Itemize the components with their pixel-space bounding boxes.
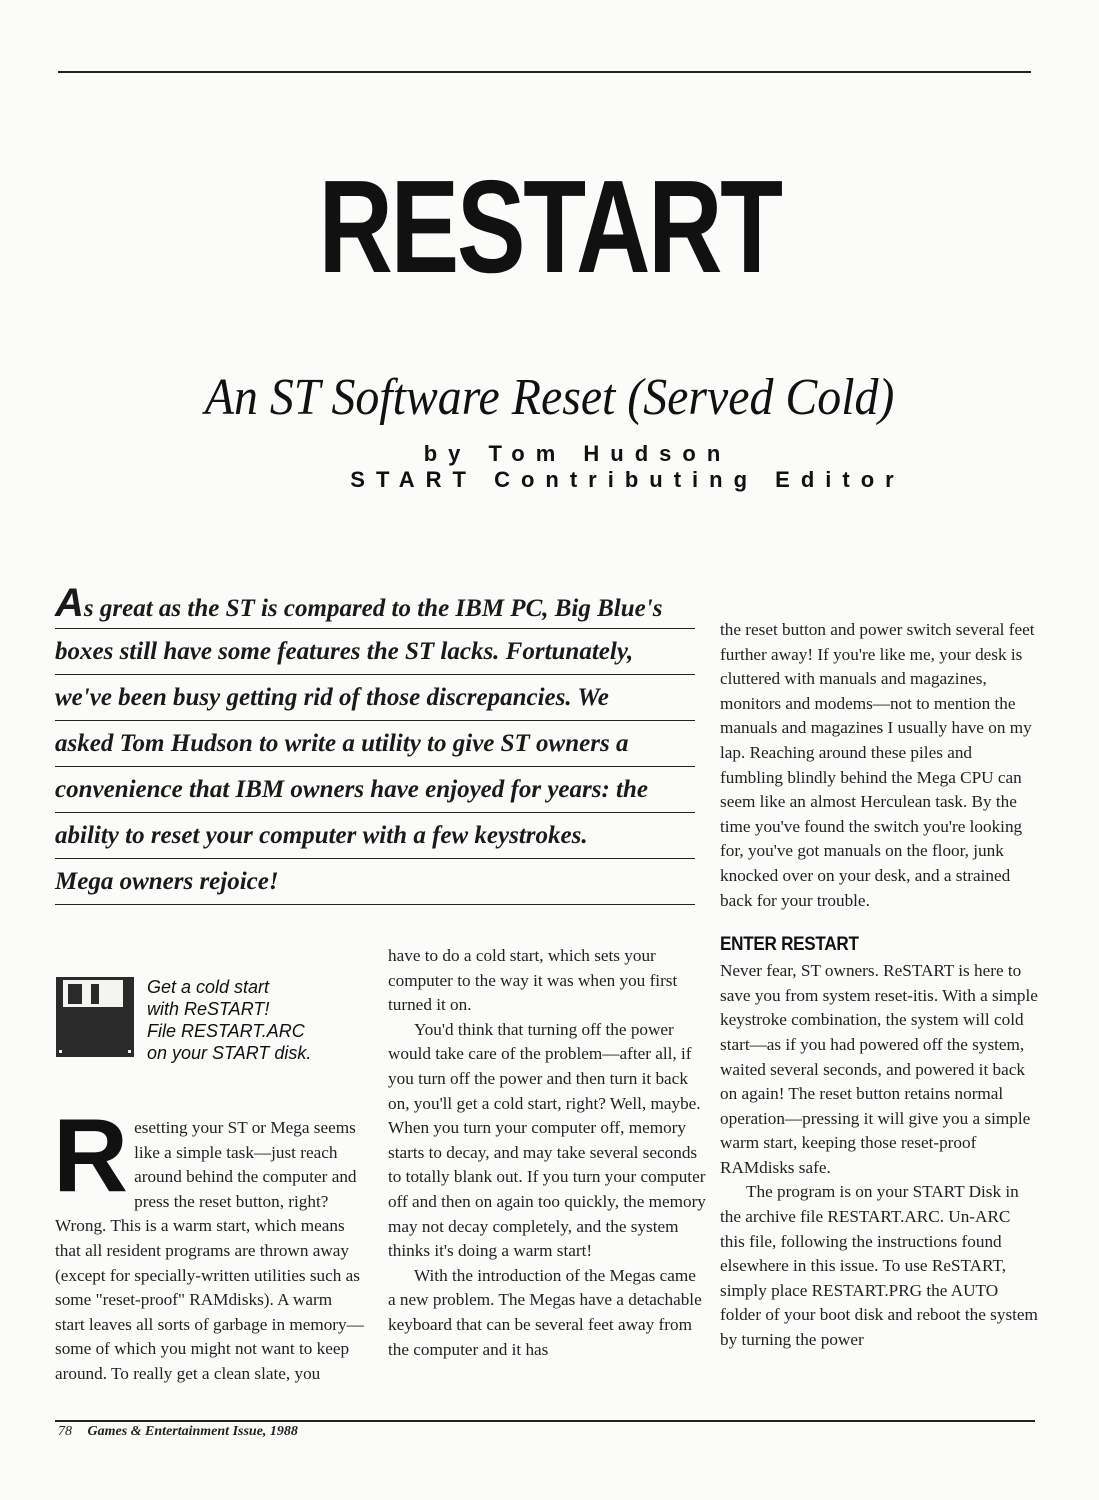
column-1 [53, 1098, 365, 1387]
column-2-paragraph: have to do a cold start, which sets your computer to the way it was when you first turned it on. [388, 946, 678, 1015]
disk-note-text [147, 976, 347, 1064]
column-3-paragraph: The program is on your START Disk in the archive file RESTART.ARC. Un-ARC this file, following the instructions found elsewhere in this issue. To use ReSTART, simply place RESTART.PRG the AUTO folder of your boot disk and reboot the system by turning the power [720, 1182, 1038, 1350]
intro-line: ability to reset your computer with a few keystrokes. [55, 813, 695, 859]
page-footer [58, 1423, 298, 1441]
intro-line: convenience that IBM owners have enjoyed for years: the [55, 767, 695, 813]
intro-line-text: s great as the ST is compared to the IBM PC, Big Blue's [83, 595, 663, 622]
top-rule [58, 71, 1031, 73]
footer-rule [55, 1420, 1035, 1422]
column-2 [388, 944, 706, 1362]
drop-cap: R [53, 1098, 129, 1214]
article-title: RESTART [318, 153, 781, 300]
column-3 [720, 618, 1038, 1353]
disk-note-line: Get a cold start [147, 977, 270, 997]
floppy-disk-icon [55, 976, 135, 1058]
disk-note-line: with ReSTART! [147, 999, 270, 1019]
column-3-paragraph: the reset button and power switch several feet further away! If you're like me, your desk is cluttered with manuals and magazines, monitors and modems—not to mention the manuals and magazines I usually have on my lap. Reaching around these piles and fumbling blindly behind the Mega CPU can seem like an almost Herculean task. By the time you've found the switch you're looking for, you've got manuals on the floor, junk knocked over on your desk, and a strained back for your trouble. [720, 620, 1035, 910]
section-heading: ENTER RESTART [720, 934, 859, 956]
disk-note-line: on your START disk. [147, 1043, 312, 1063]
column-2-paragraph: With the introduction of the Megas came a new problem. The Megas have a detachable keyboard that can be several feet away from the computer and it has [388, 1265, 702, 1359]
column-1-paragraph [53, 1098, 365, 1387]
intro-line: asked Tom Hudson to write a utility to give ST owners a [55, 721, 695, 767]
intro-drop-letter: A [55, 581, 84, 625]
disk-note [55, 976, 335, 1066]
intro-line [55, 583, 695, 629]
disk-note-line: File RESTART.ARC [147, 1021, 305, 1041]
issue-name: Games & Entertainment Issue, 1988 [87, 1424, 298, 1439]
byline-role: START Contributing Editor [350, 467, 905, 492]
column-3-paragraph: Never fear, ST owners. ReSTART is here to save you from system reset-itis. With a simple keystroke combination, the system will cold start—as if you had powered off the system, waited several seconds, and powered it back on again! The reset button retains normal operation—pressing it will give you a simple warm start, keeping those reset-proof RAMdisks safe. [720, 961, 1038, 1177]
byline-author: by Tom Hudson [423, 441, 732, 466]
page-number: 78 [58, 1424, 72, 1439]
intro-line: boxes still have some features the ST lacks. Fortunately, [55, 629, 695, 675]
article-subtitle: An ST Software Reset (Served Cold) [204, 369, 895, 426]
column-1-text: esetting your ST or Mega seems like a simple task—just reach around behind the computer and press the reset button, right? Wrong. This is a warm start, which means that all resident programs are thrown away (except for specially-written utilities such as some "reset-proof" RAMdisks). A warm start leaves all sorts of garbage in memory—some of which you might not want to keep around. To really get a clean slate, you [55, 1118, 364, 1383]
intro-line: Mega owners rejoice! [55, 859, 695, 905]
column-2-paragraph: You'd think that turning off the power would take care of the problem—after all, if you turn off the power and then turn it back on, you'll get a cold start, right? Well, maybe. When you turn your computer off, memory starts to decay, and may take several seconds to totally blank out. If you turn your computer off and then on again too quickly, the memory may not decay completely, and the system thinks it's doing a warm start! [388, 1019, 706, 1261]
intro-blurb [55, 583, 695, 905]
intro-line: we've been busy getting rid of those discrepancies. We [55, 675, 695, 721]
